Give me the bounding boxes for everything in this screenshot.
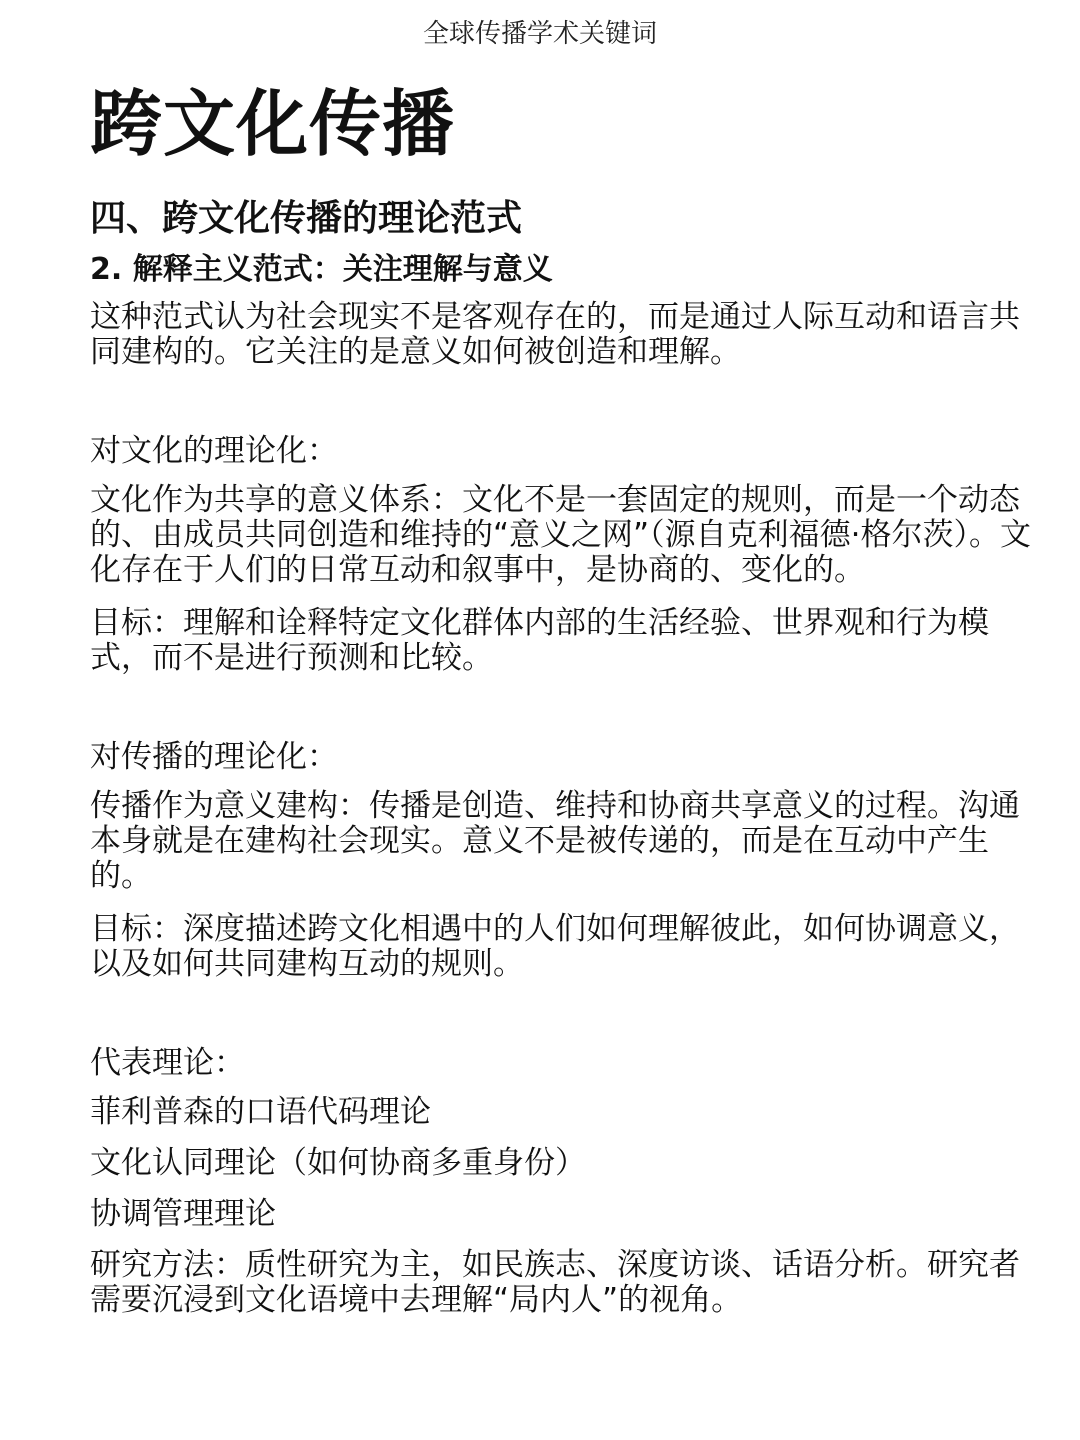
theory-item: 菲利普森的口语代码理论: [90, 1094, 431, 1130]
culture-heading: 对文化的理论化：: [90, 433, 338, 469]
culture-paragraph-1: 文化作为共享的意义体系：文化不是一套固定的规则，而是一个动态的、由成员共同创造和维持的“意义之网”（源自克利福德·格尔茨）。文化存在于人们的日常互动和叙事中，是协商的、变化的。: [90, 482, 1031, 588]
section-subtitle: 2. 解释主义范式：关注理解与意义: [90, 252, 553, 287]
theories-heading: 代表理论：: [90, 1045, 245, 1081]
spacer: [90, 694, 1040, 740]
culture-paragraph-2: 目标：理解和诠释特定文化群体内部的生活经验、世界观和行为模式，而不是进行预测和比较。: [90, 605, 989, 676]
page-title: 跨文化传播: [90, 82, 456, 166]
page-header-label: 全球传播学术关键词: [422, 19, 657, 49]
theory-item: 协调管理理论: [90, 1196, 276, 1232]
spacer: [90, 1000, 1040, 1046]
theory-item: 文化认同理论（如何协商多重身份）: [90, 1145, 586, 1181]
article-content: [90, 82, 1040, 1336]
communication-paragraph-1: 传播作为意义建构：传播是创造、维持和协商共享意义的过程。沟通本身就是在建构社会现实。意义不是被传递的，而是在互动中产生的。: [90, 788, 1020, 894]
intro-paragraph: 这种范式认为社会现实不是客观存在的，而是通过人际互动和语言共同建构的。它关注的是意义如何被创造和理解。: [90, 299, 1020, 370]
method-paragraph: 研究方法：质性研究为主，如民族志、深度访谈、话语分析。研究者需要沉浸到文化语境中去理解“局内人”的视角。: [90, 1247, 1020, 1318]
communication-heading: 对传播的理论化：: [90, 739, 338, 775]
spacer: [90, 388, 1040, 434]
section-title: 四、跨文化传播的理论范式: [90, 198, 523, 239]
communication-paragraph-2: 目标：深度描述跨文化相遇中的人们如何理解彼此，如何协调意义，以及如何共同建构互动的规则。: [90, 911, 1020, 982]
